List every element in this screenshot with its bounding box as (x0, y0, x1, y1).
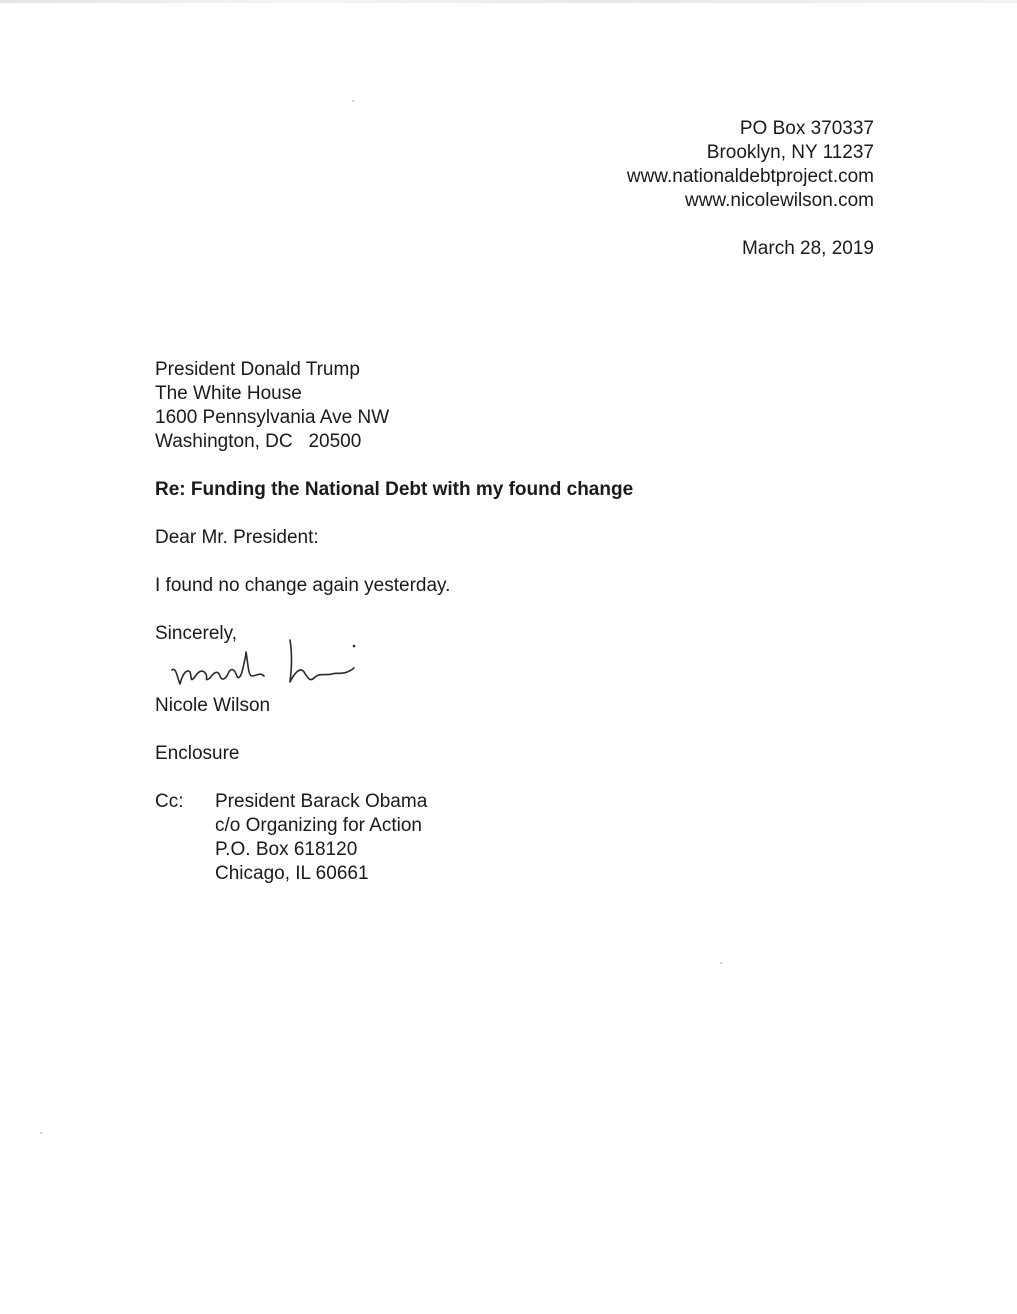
cc-po-box: P.O. Box 618120 (215, 839, 358, 860)
cc-address-block (215, 790, 427, 886)
subject-line: Re: Funding the National Debt with my found change (155, 479, 634, 500)
sender-website-1: www.nationaldebtproject.com (626, 166, 874, 187)
cc-name: President Barack Obama (215, 791, 428, 812)
handwritten-signature (168, 632, 378, 692)
salutation: Dear Mr. President: (155, 527, 319, 548)
enclosure-note: Enclosure (155, 743, 240, 764)
sender-po-box: PO Box 370337 (739, 118, 874, 139)
scan-speck (352, 100, 354, 102)
recipient-organization: The White House (155, 383, 302, 404)
scan-speck (40, 1132, 42, 1134)
sender-city: Brooklyn, NY 11237 (706, 142, 874, 163)
recipient-name: President Donald Trump (155, 359, 360, 380)
scan-speck (720, 962, 722, 964)
letter-date: March 28, 2019 (741, 238, 874, 259)
sender-website-2: www.nicolewilson.com (684, 190, 874, 211)
letter-body: I found no change again yesterday. (155, 575, 451, 596)
recipient-street: 1600 Pennsylvania Ave NW (155, 407, 390, 428)
signer-name: Nicole Wilson (155, 695, 271, 716)
scan-edge (0, 0, 1017, 3)
cc-label: Cc: (155, 791, 184, 812)
recipient-city: Washington, DC 20500 (155, 431, 362, 452)
closing: Sincerely, (155, 623, 238, 644)
cc-care-of: c/o Organizing for Action (215, 815, 422, 836)
recipient-address-block (155, 358, 389, 454)
sender-address-block (627, 117, 874, 213)
cc-city: Chicago, IL 60661 (215, 863, 369, 884)
